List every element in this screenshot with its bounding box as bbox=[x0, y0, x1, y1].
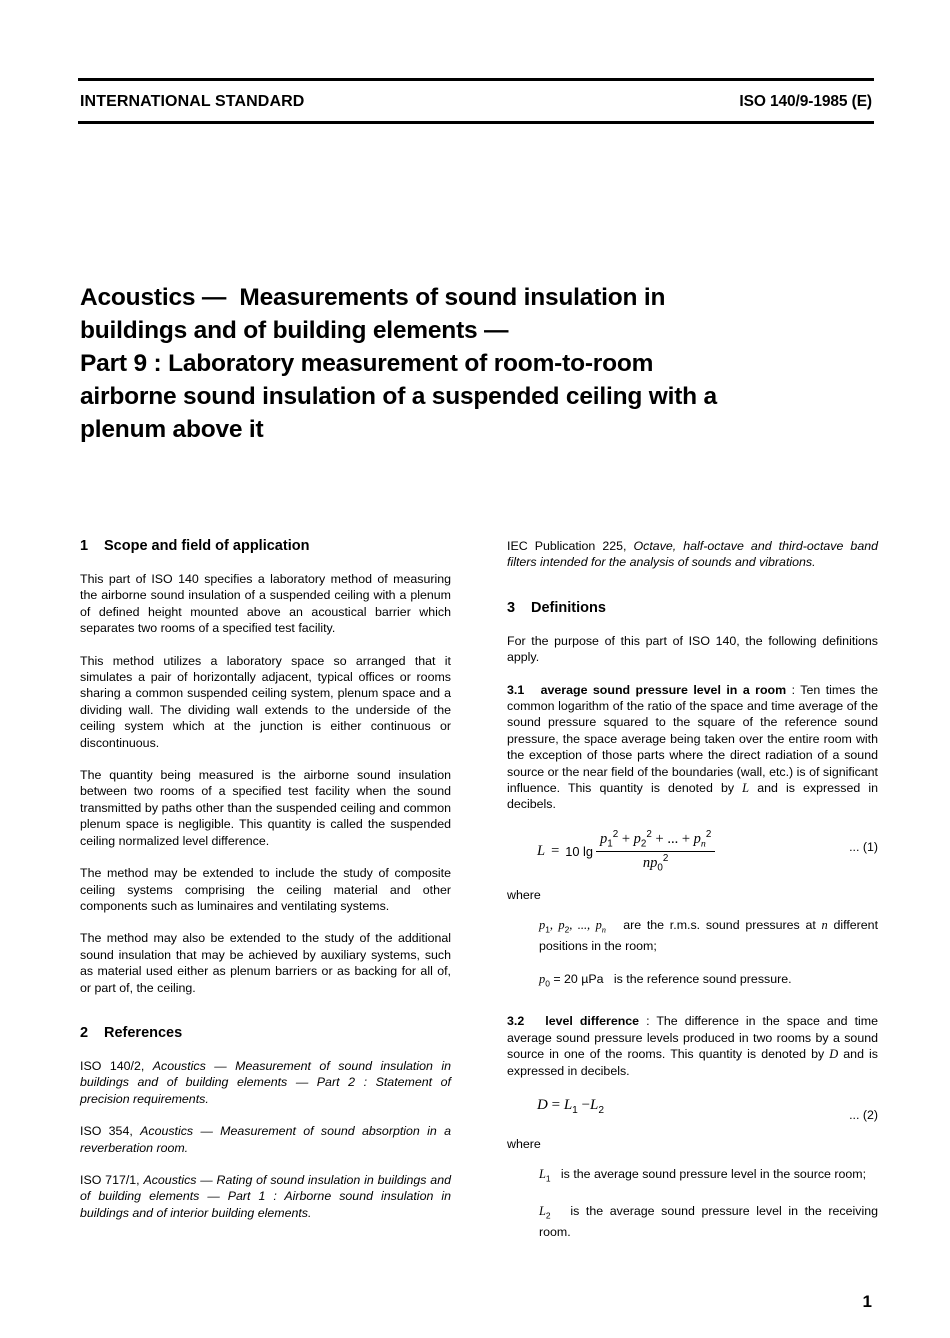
reference-item bbox=[80, 1058, 451, 1107]
definition-p0 bbox=[539, 971, 878, 992]
definition-p-symbols bbox=[539, 917, 878, 954]
definition-3-1-symbol: L bbox=[742, 781, 750, 796]
header-row bbox=[78, 81, 874, 121]
equation-1-equals: = bbox=[551, 842, 560, 859]
definition-p0-text: is the reference sound pressure. bbox=[613, 971, 792, 986]
equation-2-body: $D = L_1 -L_2$ bbox=[537, 1097, 605, 1117]
title-line-1: Acoustics — Measurements of sound insulation in bbox=[80, 284, 666, 311]
reference-item bbox=[80, 1172, 451, 1221]
equation-2 bbox=[507, 1097, 878, 1123]
definition-p0-value: = 20 µPa bbox=[549, 971, 604, 986]
section-1-title: Scope and field of application bbox=[104, 538, 310, 554]
where-label-2: where bbox=[507, 1137, 541, 1152]
iec-reference-code: IEC Publication 225, bbox=[507, 539, 634, 553]
definition-3-1-text-end: and is expressed in decibels. bbox=[507, 781, 878, 812]
p0-symbol: $p_0$ bbox=[539, 971, 550, 989]
section-1-paragraph-1: This part of ISO 140 specifies a laboratory method of measuring the airborne sound insulation of a suspended ceiling with a plenum of defined height mounted above an acoustical barrier which separates two rooms of a specified test facility. bbox=[80, 572, 451, 636]
reference-code: ISO 140/2, bbox=[80, 1058, 153, 1073]
reference-code: ISO 717/1, bbox=[80, 1172, 144, 1187]
title-line-3: Part 9 : Laboratory measurement of room-to-room bbox=[80, 350, 654, 377]
definition-3-2-number: 3.2 bbox=[507, 1014, 525, 1029]
definition-3-1-number: 3.1 bbox=[507, 682, 525, 697]
where-label-1: where bbox=[507, 887, 541, 902]
title-line-4: airborne sound insulation of a suspended ceiling with a bbox=[80, 383, 717, 410]
equation-1-numerator: $p_1^2 + p_2^2$ + ... + $p_n^2$ bbox=[596, 829, 715, 852]
definition-3-2-text-end: and is expressed in decibels. bbox=[507, 1047, 878, 1078]
equation-1-number: ... (1) bbox=[849, 839, 878, 854]
section-1-number: 1 bbox=[80, 538, 89, 554]
equation-1-body bbox=[537, 829, 715, 873]
iec-reference-item bbox=[507, 538, 878, 571]
equation-2-symbol-definitions bbox=[507, 1166, 878, 1240]
reference-title: Acoustics — Measurement of sound insulation in buildings and of building elements — Part 2 : Statement of precision requirements. bbox=[80, 1058, 451, 1106]
iec-reference-title: Octave, half-octave and third-octave band filters intended for the analysis of sounds and vibrations. bbox=[507, 539, 878, 570]
page-number: 1 bbox=[862, 1292, 872, 1311]
equation-1-coefficient: 10 lg bbox=[565, 843, 594, 859]
definition-3-1-separator: : bbox=[786, 682, 801, 697]
p-symbol-list: $p_1$, $p_2$, ..., $p_n$ bbox=[539, 918, 606, 935]
definition-3-2-separator: : bbox=[639, 1014, 657, 1029]
equation-1 bbox=[507, 828, 878, 874]
definition-3-1-text: Ten times the common logarithm of the ratio of the space and time average of the sound pressure squared to the square of the reference sound pressure, the space average being taken over the entire room with the exception of those parts where the direct radiation of a sound source or the near field of the boundaries (wall, etc.) is of significant influence. This quantity is denoted by bbox=[507, 682, 878, 796]
definition-L2 bbox=[539, 1203, 878, 1240]
equation-1-fraction bbox=[596, 829, 715, 873]
reference-title: Acoustics — Measurement of sound absorption in a reverberation room. bbox=[80, 1124, 451, 1155]
section-3-number: 3 bbox=[507, 599, 516, 616]
L2-symbol: $L_2$ bbox=[539, 1204, 551, 1221]
section-3-heading bbox=[507, 600, 878, 616]
standard-type-label: INTERNATIONAL STANDARD bbox=[80, 93, 305, 110]
section-1-heading bbox=[80, 538, 451, 554]
definition-3-1-term: average sound pressure level in a room bbox=[540, 682, 787, 697]
equation-1-lhs: L bbox=[537, 842, 546, 859]
header-rule-bottom bbox=[78, 121, 874, 124]
definition-3-2 bbox=[507, 1013, 878, 1079]
title-line-2: buildings and of building elements — bbox=[80, 317, 509, 344]
title-line-5: plenum above it bbox=[80, 416, 264, 443]
right-column bbox=[507, 538, 878, 1256]
definition-p-text-a: are the r.m.s. sound pressures at bbox=[623, 918, 822, 933]
equation-1-symbol-definitions bbox=[507, 917, 878, 991]
page-header bbox=[78, 78, 874, 124]
section-2-title: References bbox=[104, 1024, 183, 1041]
equation-1-denominator: $np_0^2$ bbox=[642, 852, 669, 874]
section-1-paragraph-4: The method may be extended to include the study of composite ceiling systems comprising the ceiling material and other components such as luminaires and ventilating systems. bbox=[80, 866, 451, 913]
definition-p-n: n bbox=[821, 918, 828, 933]
section-1-paragraph-5: The method may also be extended to the study of the additional sound insulation that may be achieved by auxiliary systems, such as material used either as plenum barriers or as backing for all of, or part of, the ceiling. bbox=[80, 931, 451, 995]
standard-number-label: ISO 140/9-1985 (E) bbox=[739, 93, 872, 110]
definition-3-2-term: level difference bbox=[545, 1014, 640, 1029]
definition-L1-text: is the average sound pressure level in the source room; bbox=[560, 1167, 867, 1182]
document-title bbox=[80, 281, 760, 446]
reference-title: Acoustics — Rating of sound insulation in buildings and of building elements — Part 1 : Airborne sound insulation in buildings and of interior building elements. bbox=[80, 1172, 451, 1220]
L1-symbol: $L_1$ bbox=[539, 1167, 551, 1184]
equation-2-number: ... (2) bbox=[849, 1108, 878, 1123]
section-2-heading bbox=[80, 1025, 451, 1041]
definition-3-2-text: The difference in the space and time average sound pressure levels produced in two rooms by a sound source in one of the rooms. This quantity is denoted by bbox=[507, 1014, 878, 1062]
section-1-paragraph-3: The quantity being measured is the airborne sound insulation between two rooms of a specified test facility when the sound transmitted by paths other than the suspended ceiling and common plenum space is negligible. This quantity is called the suspended ceiling normalized level difference. bbox=[80, 768, 451, 848]
section-3-intro: For the purpose of this part of ISO 140, the following definitions apply. bbox=[507, 633, 878, 665]
left-column bbox=[80, 538, 451, 1237]
definition-3-2-symbol: D bbox=[829, 1047, 839, 1062]
definition-3-1 bbox=[507, 682, 878, 813]
definition-L1 bbox=[539, 1166, 878, 1187]
section-2-number: 2 bbox=[80, 1024, 89, 1041]
body-columns bbox=[80, 538, 878, 1278]
definition-p-text-b: different positions in the room; bbox=[539, 918, 879, 954]
reference-code: ISO 354, bbox=[80, 1124, 141, 1139]
section-3-title: Definitions bbox=[531, 599, 606, 616]
section-1-paragraph-2: This method utilizes a laboratory space so arranged that it simulates a pair of horizontally adjacent, typical offices or rooms sharing a common suspended ceiling system, plenum space and a dividing wall. The dividing wall extends to the underside of the ceiling system which at the junction is either continuous or discontinuous. bbox=[80, 653, 451, 750]
reference-item bbox=[80, 1123, 451, 1156]
definition-L2-text: is the average sound pressure level in the receiving room. bbox=[539, 1204, 879, 1240]
